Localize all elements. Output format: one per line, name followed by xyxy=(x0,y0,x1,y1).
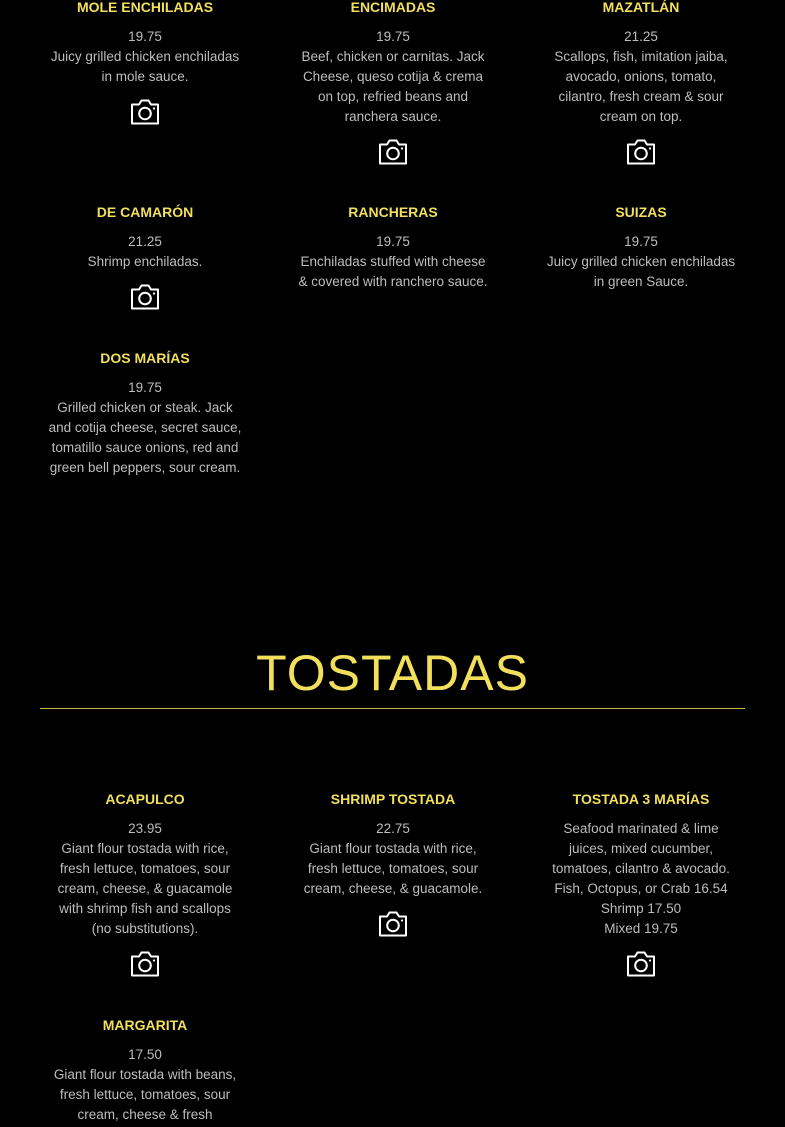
menu-item-mazatlan xyxy=(541,0,741,171)
menu-item-dos-marias xyxy=(45,349,245,478)
item-price: 19.75 xyxy=(624,234,658,249)
item-price: 17.50 xyxy=(128,1047,162,1062)
item-name: SHRIMP TOSTADA xyxy=(330,791,456,807)
menu-item-encimadas xyxy=(293,0,493,171)
item-description: Mixed 19.75 xyxy=(604,921,678,936)
item-description: tomatillo sauce onions, red and xyxy=(51,440,239,455)
menu-item-tostada-3-marias xyxy=(541,790,741,983)
item-description: on top, refried beans and xyxy=(317,89,469,104)
item-description: cilantro, fresh cream & sour xyxy=(558,89,724,104)
camera-icon[interactable] xyxy=(129,950,161,978)
item-name: ACAPULCO xyxy=(105,791,185,807)
camera-icon[interactable] xyxy=(625,138,657,166)
item-name: ENCIMADAS xyxy=(350,0,436,15)
item-name: MARGARITA xyxy=(102,1017,188,1033)
menu-item-mole-enchiladas xyxy=(45,0,245,131)
item-description: Fish, Octopus, or Crab 16.54 xyxy=(554,881,728,896)
item-description: in mole sauce. xyxy=(101,69,189,84)
item-name: DOS MARÍAS xyxy=(100,350,190,366)
item-description: Giant flour tostada with rice, xyxy=(61,841,229,856)
item-description: cream on top. xyxy=(599,109,683,124)
section-title-tostadas: TOSTADAS xyxy=(256,645,529,701)
item-description: Scallops, fish, imitation jaiba, xyxy=(554,49,728,64)
menu-item-rancheras xyxy=(293,203,493,292)
item-description: cream, cheese, & guacamole xyxy=(57,881,233,896)
item-description: (no substitutions). xyxy=(91,921,199,936)
item-description: in green Sauce. xyxy=(593,274,689,289)
item-description: Cheese, queso cotija & crema xyxy=(302,69,484,84)
item-description: Juicy grilled chicken enchiladas xyxy=(546,254,736,269)
item-description: fresh lettuce, tomatoes, sour xyxy=(59,861,231,876)
menu-item-shrimp-tostada xyxy=(293,790,493,943)
item-name: MAZATLÁN xyxy=(602,0,680,15)
item-description: Juicy grilled chicken enchiladas xyxy=(50,49,240,64)
item-description: with shrimp fish and scallops xyxy=(59,901,231,916)
item-description: Seafood marinated & lime xyxy=(563,821,719,836)
item-name: SUIZAS xyxy=(615,204,667,220)
item-description: ranchera sauce. xyxy=(344,109,442,124)
item-price: 19.75 xyxy=(376,29,410,44)
item-description: fresh lettuce, tomatoes, sour xyxy=(59,1087,231,1102)
item-description: green bell peppers, sour cream. xyxy=(49,460,241,475)
camera-icon[interactable] xyxy=(625,950,657,978)
item-description: Grilled chicken or steak. Jack xyxy=(57,400,233,415)
item-name: DE CAMARÓN xyxy=(96,204,194,220)
camera-icon[interactable] xyxy=(377,138,409,166)
menu-item-acapulco xyxy=(45,790,245,983)
item-description: fresh lettuce, tomatoes, sour xyxy=(307,861,479,876)
item-description: Beef, chicken or carnitas. Jack xyxy=(301,49,485,64)
camera-icon[interactable] xyxy=(129,98,161,126)
item-description: cream, cheese, & guacamole. xyxy=(303,881,483,896)
section-divider xyxy=(40,708,745,709)
item-description: & covered with ranchero sauce. xyxy=(298,274,488,289)
item-price: 19.75 xyxy=(376,234,410,249)
item-price: 19.75 xyxy=(128,380,162,395)
camera-icon[interactable] xyxy=(377,910,409,938)
item-name: MOLE ENCHILADAS xyxy=(76,0,214,15)
item-price: 21.25 xyxy=(128,234,162,249)
item-price: 22.75 xyxy=(376,821,410,836)
item-description: Shrimp enchiladas. xyxy=(87,254,203,269)
item-description: juices, mixed cucumber, xyxy=(568,841,714,856)
item-name: RANCHERAS xyxy=(348,204,438,220)
item-description: cream, cheese & fresh xyxy=(77,1107,213,1122)
menu-item-margarita xyxy=(45,1016,245,1125)
item-price: 23.95 xyxy=(128,821,162,836)
camera-icon[interactable] xyxy=(129,283,161,311)
item-description: Enchiladas stuffed with cheese xyxy=(300,254,486,269)
item-price: 19.75 xyxy=(128,29,162,44)
item-description: Giant flour tostada with rice, xyxy=(309,841,477,856)
item-description: avocado, onions, tomato, xyxy=(565,69,717,84)
item-description: tomatoes, cilantro & avocado. xyxy=(552,861,730,876)
item-description: and cotija cheese, secret sauce, xyxy=(48,420,242,435)
menu-item-suizas xyxy=(541,203,741,292)
menu-item-de-camaron xyxy=(45,203,245,316)
item-description: Giant flour tostada with beans, xyxy=(53,1067,237,1082)
item-name: TOSTADA 3 MARÍAS xyxy=(572,791,710,807)
item-description: Shrimp 17.50 xyxy=(600,901,682,916)
item-price: 21.25 xyxy=(624,29,658,44)
